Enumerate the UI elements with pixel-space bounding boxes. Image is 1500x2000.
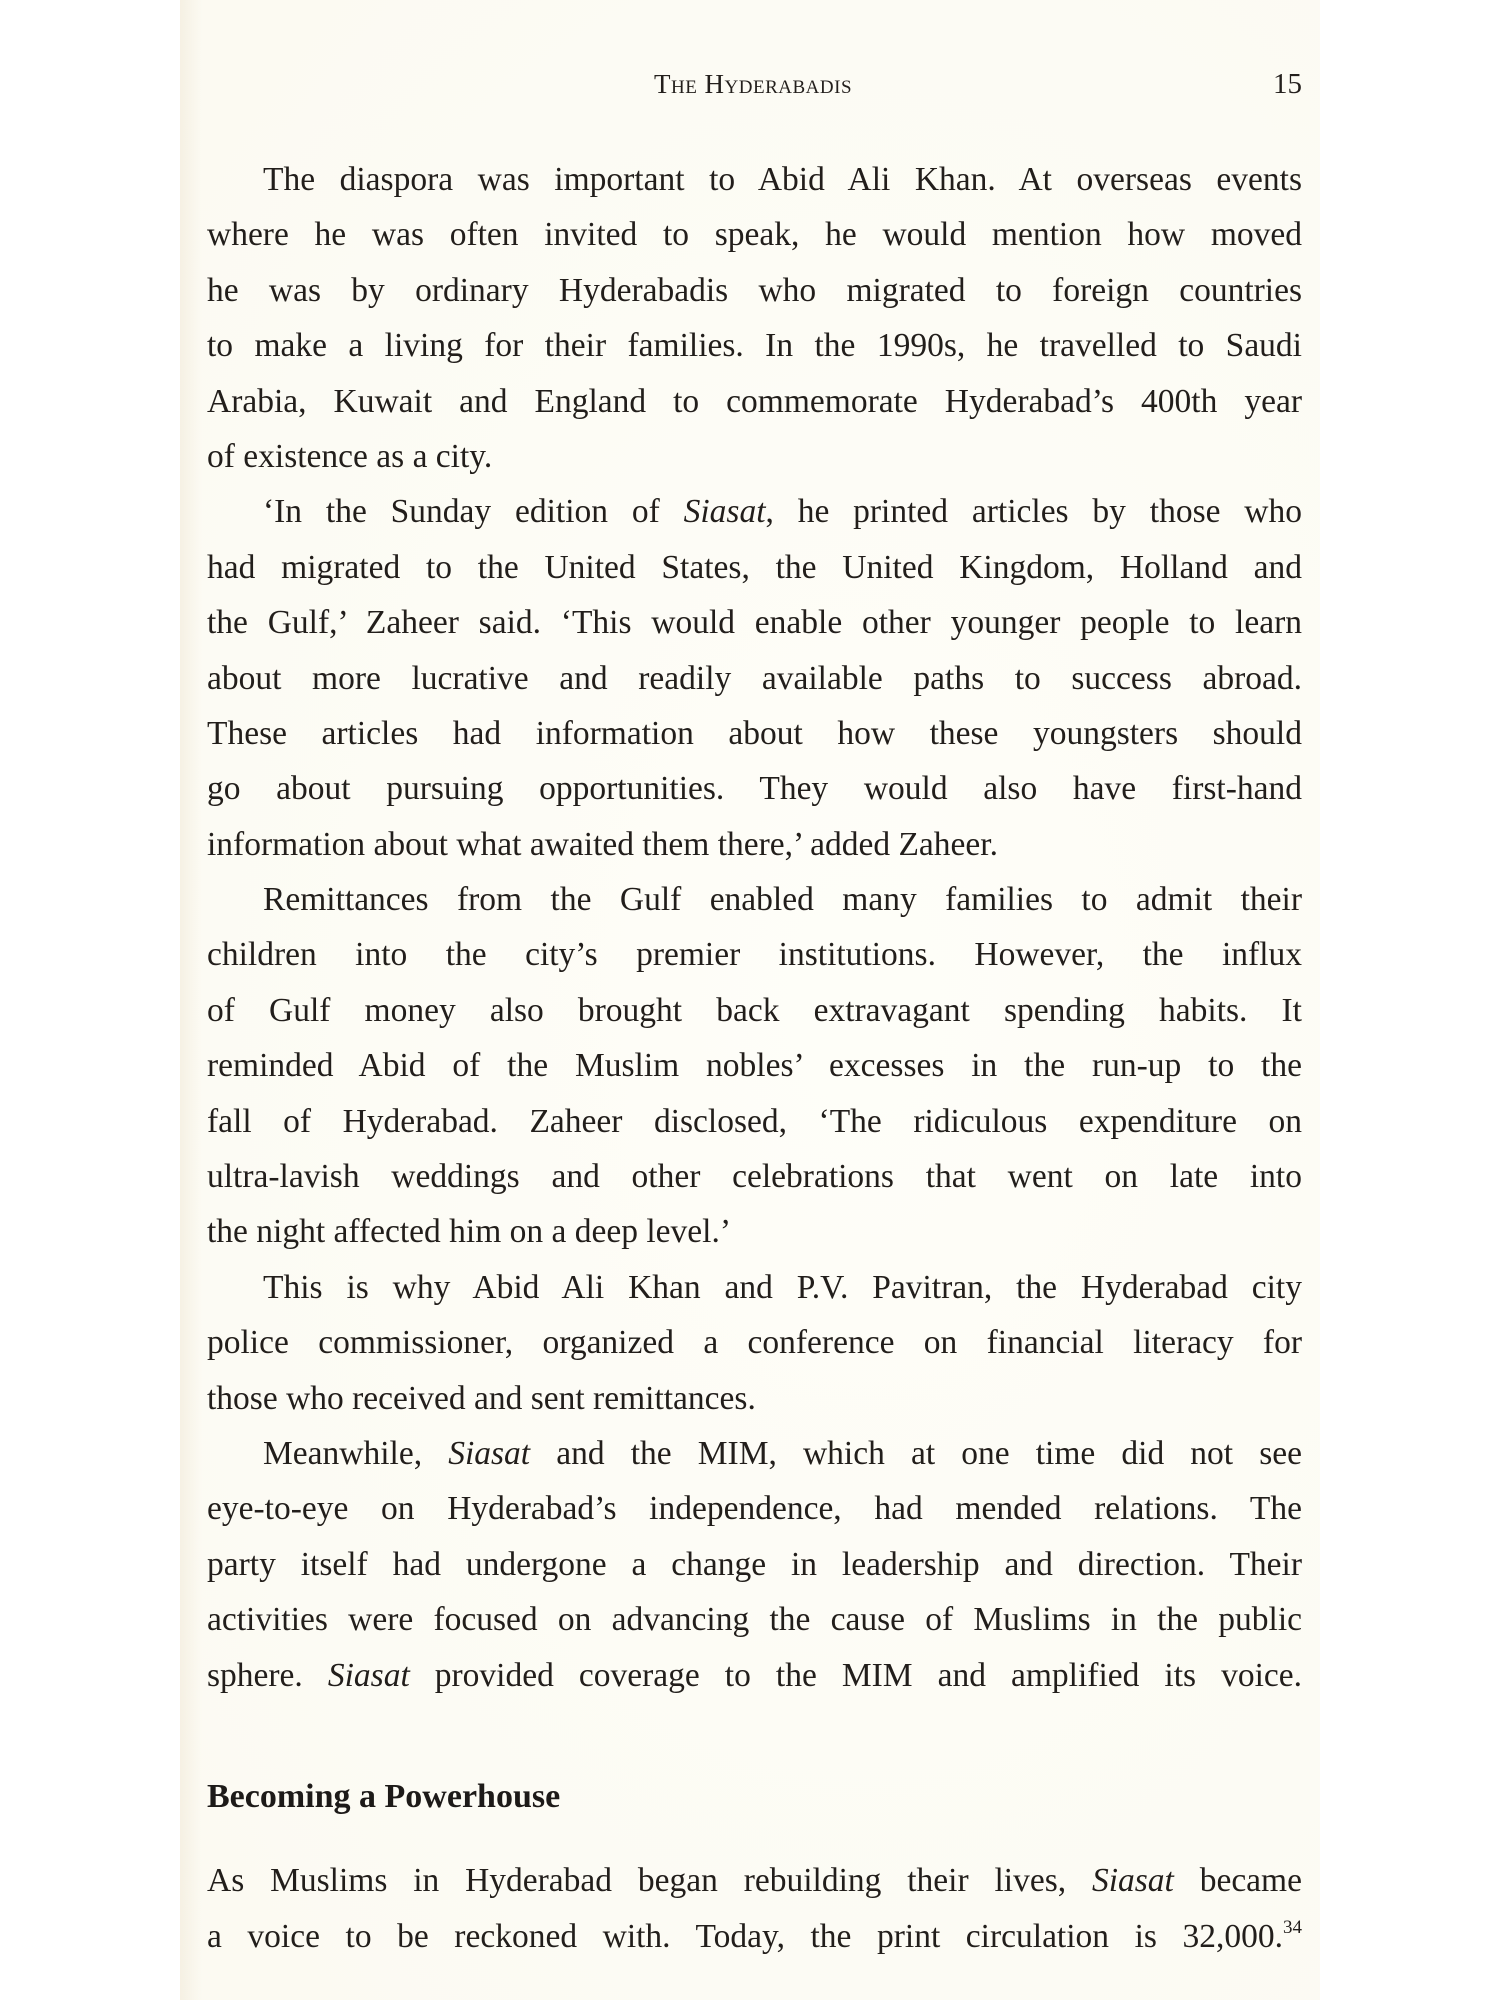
- text-line: eye-to-eye on Hyderabad’s independence, had mended relations. The: [207, 1490, 1302, 1528]
- text-line: ultra-lavish weddings and other celebrations that went on late into: [207, 1158, 1302, 1196]
- footnote-marker[interactable]: 34: [1283, 1917, 1302, 1938]
- paragraph-diaspora: [207, 152, 1302, 484]
- publication-title: Siasat: [683, 493, 766, 531]
- text-line: the night affected him on a deep level.’: [207, 1213, 732, 1251]
- running-head: [180, 66, 1320, 106]
- text-line: ‘In the Sunday edition of Siasat, he printed articles by those who: [263, 493, 1302, 531]
- text-line: of existence as a city.: [207, 437, 493, 475]
- publication-title: Siasat: [448, 1434, 531, 1472]
- text-line: party itself had undergone a change in leadership and direction. Their: [207, 1545, 1302, 1583]
- publication-title: Siasat: [327, 1656, 410, 1694]
- text-line: of Gulf money also brought back extravagant spending habits. It: [207, 991, 1302, 1029]
- paragraph-remittances: [207, 872, 1302, 1260]
- text-line: go about pursuing opportunities. They would also have first-hand: [207, 770, 1302, 808]
- book-page: [180, 0, 1320, 2000]
- text-line: These articles had information about how these youngsters should: [207, 714, 1302, 752]
- text-line: Meanwhile, Siasat and the MIM, which at one time did not see: [263, 1434, 1303, 1472]
- body-text: [207, 152, 1302, 1703]
- text-line: fall of Hyderabad. Zaheer disclosed, ‘The ridiculous expenditure on: [207, 1102, 1302, 1140]
- text-line: those who received and sent remittances.: [207, 1379, 756, 1417]
- text-line: where he was often invited to speak, he would mention how moved: [207, 216, 1302, 254]
- text-line: reminded Abid of the Muslim nobles’ excesses in the run-up to the: [207, 1047, 1302, 1085]
- text-line: Arabia, Kuwait and England to commemorate Hyderabad’s 400th year: [207, 382, 1302, 420]
- text-line: police commissioner, organized a conference on financial literacy for: [207, 1324, 1302, 1362]
- text-line: the Gulf,’ Zaheer said. ‘This would enable other younger people to learn: [207, 604, 1302, 642]
- paragraph-sunday-edition: [207, 484, 1302, 872]
- text-line: Remittances from the Gulf enabled many families to admit their: [263, 881, 1302, 919]
- text-line: As Muslims in Hyderabad began rebuilding their lives, Siasat became: [207, 1862, 1302, 1899]
- running-head-title: The Hyderabadis: [653, 69, 853, 99]
- paragraph-mim: [207, 1426, 1302, 1703]
- section-heading: Becoming a Powerhouse: [207, 1778, 561, 1815]
- section-body: [207, 1853, 1302, 1965]
- publication-title: Siasat: [1091, 1862, 1174, 1899]
- text-line: a voice to be reckoned with. Today, the print circulation is 32,000.34: [207, 1917, 1302, 1955]
- text-line: The diaspora was important to Abid Ali Khan. At overseas events: [263, 161, 1302, 198]
- text-line: activities were focused on advancing the cause of Muslims in the public: [207, 1601, 1302, 1639]
- text-line: had migrated to the United States, the United Kingdom, Holland and: [207, 548, 1302, 586]
- text-line: he was by ordinary Hyderabadis who migrated to foreign countries: [207, 271, 1302, 309]
- text-line: children into the city’s premier institutions. However, the influx: [207, 936, 1302, 974]
- text-line: This is why Abid Ali Khan and P.V. Pavitran, the Hyderabad city: [263, 1268, 1302, 1306]
- text-line: about more lucrative and readily available paths to success abroad.: [207, 659, 1302, 697]
- page-number: 15: [1273, 68, 1302, 100]
- paragraph-conference: [207, 1260, 1302, 1426]
- text-line: to make a living for their families. In the 1990s, he travelled to Saudi: [207, 327, 1302, 365]
- text-line: information about what awaited them there,’ added Zaheer.: [207, 825, 998, 863]
- text-line: sphere. Siasat provided coverage to the MIM and amplified its voice.: [207, 1656, 1302, 1694]
